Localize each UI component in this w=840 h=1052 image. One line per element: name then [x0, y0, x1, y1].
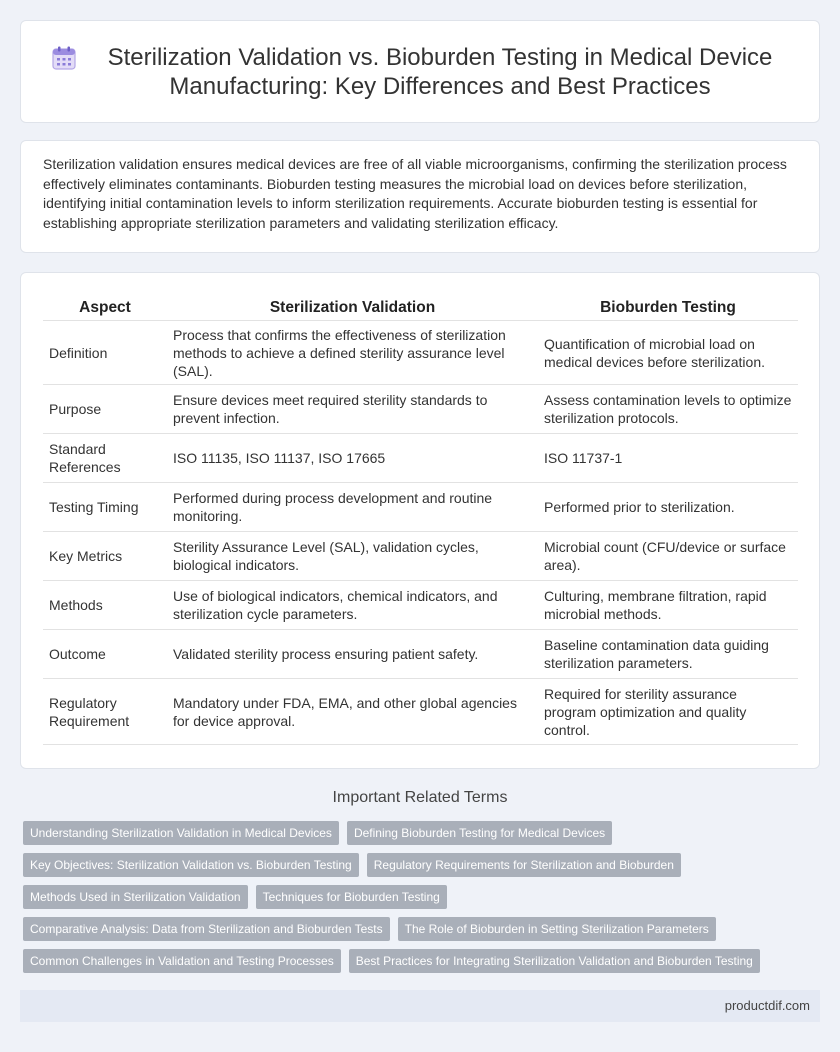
- row-aspect: Outcome: [43, 630, 167, 679]
- row-aspect: Key Metrics: [43, 532, 167, 581]
- header-bioburden-testing: Bioburden Testing: [538, 293, 798, 321]
- row-aspect: Purpose: [43, 385, 167, 434]
- table-row: [43, 483, 798, 532]
- row-aspect: Regulatory Requirement: [43, 679, 167, 745]
- related-terms-list: [23, 821, 803, 981]
- related-term-tag[interactable]: Best Practices for Integrating Sterilization Validation and Bioburden Testing: [349, 949, 760, 973]
- table-row: [43, 434, 798, 483]
- row-bioburden-value: Required for sterility assurance program optimization and quality control.: [538, 679, 798, 745]
- related-term-tag[interactable]: Common Challenges in Validation and Testing Processes: [23, 949, 341, 973]
- table-row: [43, 385, 798, 434]
- table-row: [43, 630, 798, 679]
- header-card: [20, 20, 820, 123]
- row-aspect: Methods: [43, 581, 167, 630]
- page-title: Sterilization Validation vs. Bioburden Testing in Medical Device Manufacturing: Key Differences and Best Practices: [107, 43, 773, 100]
- related-term-tag[interactable]: Understanding Sterilization Validation in Medical Devices: [23, 821, 339, 845]
- row-aspect: Testing Timing: [43, 483, 167, 532]
- related-terms-title: Important Related Terms: [332, 789, 508, 806]
- related-term-tag[interactable]: Methods Used in Sterilization Validation: [23, 885, 248, 909]
- related-term-tag[interactable]: Techniques for Bioburden Testing: [256, 885, 447, 909]
- row-bioburden-value: Culturing, membrane filtration, rapid microbial methods.: [538, 581, 798, 630]
- header-aspect: Aspect: [43, 293, 167, 321]
- row-aspect: Definition: [43, 321, 167, 385]
- row-bioburden-value: ISO 11737-1: [538, 434, 798, 483]
- row-sterilization-value: Process that confirms the effectiveness of sterilization methods to achieve a defined sterility assurance level (SAL).: [167, 321, 538, 385]
- row-bioburden-value: Microbial count (CFU/device or surface area).: [538, 532, 798, 581]
- calendar-icon: [51, 45, 77, 71]
- row-sterilization-value: ISO 11135, ISO 11137, ISO 17665: [167, 434, 538, 483]
- table-row: [43, 321, 798, 385]
- row-sterilization-value: Use of biological indicators, chemical indicators, and sterilization cycle parameters.: [167, 581, 538, 630]
- row-bioburden-value: Performed prior to sterilization.: [538, 483, 798, 532]
- intro-card: [20, 140, 820, 253]
- table-row: [43, 679, 798, 745]
- comparison-table: [43, 293, 798, 745]
- related-term-tag[interactable]: Key Objectives: Sterilization Validation vs. Bioburden Testing: [23, 853, 359, 877]
- related-term-tag[interactable]: The Role of Bioburden in Setting Sterilization Parameters: [398, 917, 716, 941]
- row-sterilization-value: Performed during process development and routine monitoring.: [167, 483, 538, 532]
- comparison-card: [20, 272, 820, 769]
- intro-paragraph: Sterilization validation ensures medical devices are free of all viable microorganisms, confirming the sterilization process effectively eliminates contaminants. Bioburden testing measures the microbial load on devices before sterilization, identifying initial contamination levels to inform sterilization requirements. Accurate bioburden testing is essential for establishing appropriate sterilization parameters and validating sterilization efficacy.: [43, 156, 787, 231]
- related-term-tag[interactable]: Comparative Analysis: Data from Sterilization and Bioburden Tests: [23, 917, 390, 941]
- row-bioburden-value: Assess contamination levels to optimize sterilization protocols.: [538, 385, 798, 434]
- related-term-tag[interactable]: Defining Bioburden Testing for Medical Devices: [347, 821, 612, 845]
- row-sterilization-value: Ensure devices meet required sterility standards to prevent infection.: [167, 385, 538, 434]
- table-row: [43, 532, 798, 581]
- table-row: [43, 581, 798, 630]
- related-term-tag[interactable]: Regulatory Requirements for Sterilization and Bioburden: [367, 853, 681, 877]
- table-header-row: [43, 293, 798, 321]
- row-sterilization-value: Mandatory under FDA, EMA, and other global agencies for device approval.: [167, 679, 538, 745]
- row-aspect: Standard References: [43, 434, 167, 483]
- row-bioburden-value: Quantification of microbial load on medical devices before sterilization.: [538, 321, 798, 385]
- header-sterilization-validation: Sterilization Validation: [167, 293, 538, 321]
- row-sterilization-value: Sterility Assurance Level (SAL), validation cycles, biological indicators.: [167, 532, 538, 581]
- footer-site-link[interactable]: productdif.com: [724, 998, 810, 1013]
- row-bioburden-value: Baseline contamination data guiding sterilization parameters.: [538, 630, 798, 679]
- row-sterilization-value: Validated sterility process ensuring patient safety.: [167, 630, 538, 679]
- footer: [20, 990, 820, 1022]
